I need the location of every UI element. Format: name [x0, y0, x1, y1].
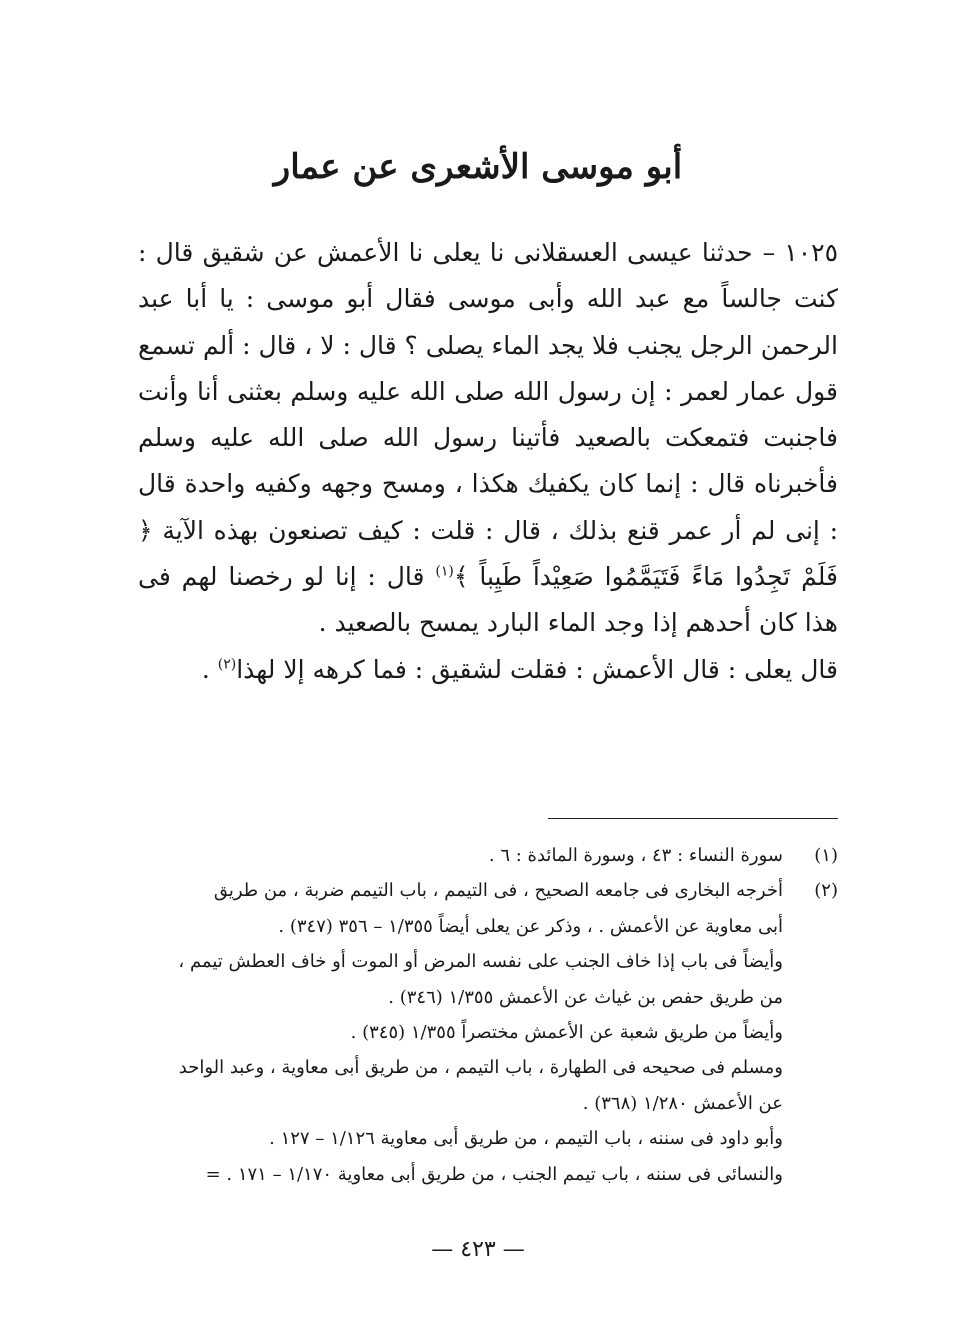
page-number: — ٤٢٣ — — [431, 1237, 525, 1262]
hadith-text-part-4: . — [201, 654, 218, 684]
hadith-paragraph-1 — [138, 230, 838, 647]
hadith-text-part-2: قال : إنا لو رخصنا لهم فى هذا كان أحدهم إذا وجد الماء البارد يمسح بالصعيد . — [138, 562, 838, 638]
hadith-number: ١٠٢٥ – — [762, 238, 838, 267]
hadith-text-part-1: حدثنا عيسى العسقلانى نا يعلى نا الأعمش عن شقيق قال : كنت جالساً مع عبد الله وأبى موسى فقال أبو موسى : يا أبا عبد الرحمن الرجل يجنب فلا يجد الماء يصلى ؟ قال : لا ، قال : ألم تسمع قول عمار لعمر : إن رسول الله صلى الله عليه وسلم بعثنى أنا وأنت فاجنبت فتمعكت بالصعيد فأتينا رسول الله صلى الله عليه وسلم فأخبرناه قال : إنما كان يكفيك هكذا ، ومسح وجهه وكفيه واحدة قال : إنى لم أر عمر قنع بذلك ، قال : قلت : كيف تصنعون بهذه الآية ﴿ فَلَمْ تَجِدُوا مَاءً فَتَيَمَّمُوا صَعِيْداً طَيِباً ﴾ — [138, 238, 838, 592]
footnote-line: وأيضاً فى باب إذا خاف الجنب على نفسه المرض أو الموت أو خاف العطش تيمم ، — [178, 951, 783, 973]
footnote-2 — [113, 873, 838, 1192]
footnote-1 — [113, 838, 838, 873]
footnotes — [113, 838, 838, 1192]
footnote-line: وأبو داود فى سننه ، باب التيمم ، من طريق أبى معاوية ١/١٢٦ – ١٢٧ . — [269, 1128, 783, 1150]
footnote-line: والنسائى فى سننه ، باب تيمم الجنب ، من طريق أبى معاوية ١/١٧٠ – ١٧١ . = — [205, 1163, 783, 1185]
footnote-line: وأيضاً من طريق شعبة عن الأعمش مختصراً ١/٣٥٥ (٣٤٥) . — [350, 1022, 783, 1044]
footnote-line: من طريق حفص بن غياث عن الأعمش ١/٣٥٥ (٣٤٦) . — [388, 986, 783, 1008]
footnote-line: أخرجه البخارى فى جامعه الصحيح ، فى التيمم ، باب التيمم ضربة ، من طريق — [213, 880, 783, 902]
footnote-ref-2[interactable]: (٢) — [217, 656, 237, 673]
page-title: أبو موسى الأشعرى عن عمار — [273, 147, 683, 187]
footnote-number: (١) — [814, 845, 838, 866]
footnote-line: أبى معاوية عن الأعمش . ، وذكر عن يعلى أيضاً ١/٣٥٥ – ٣٥٦ (٣٤٧) . — [278, 915, 783, 937]
footnote-line: سورة النساء : ٤٣ ، وسورة المائدة : ٦ . — [488, 845, 783, 866]
footnote-number: (٢) — [814, 880, 838, 902]
footnote-line: عن الأعمش ١/٢٨٠ (٣٦٨) . — [582, 1092, 783, 1114]
footnote-separator — [548, 818, 838, 819]
footnote-ref-1[interactable]: (١) — [435, 563, 454, 580]
hadith-paragraph-2 — [138, 647, 838, 693]
hadith-text — [138, 230, 838, 693]
hadith-text-part-3: قال يعلى : قال الأعمش : فقلت لشقيق : فما كرهه إلا لهذا — [236, 654, 838, 684]
footnote-line: ومسلم فى صحيحه فى الطهارة ، باب التيمم ، من طريق أبى معاوية ، وعبد الواحد — [178, 1057, 783, 1079]
